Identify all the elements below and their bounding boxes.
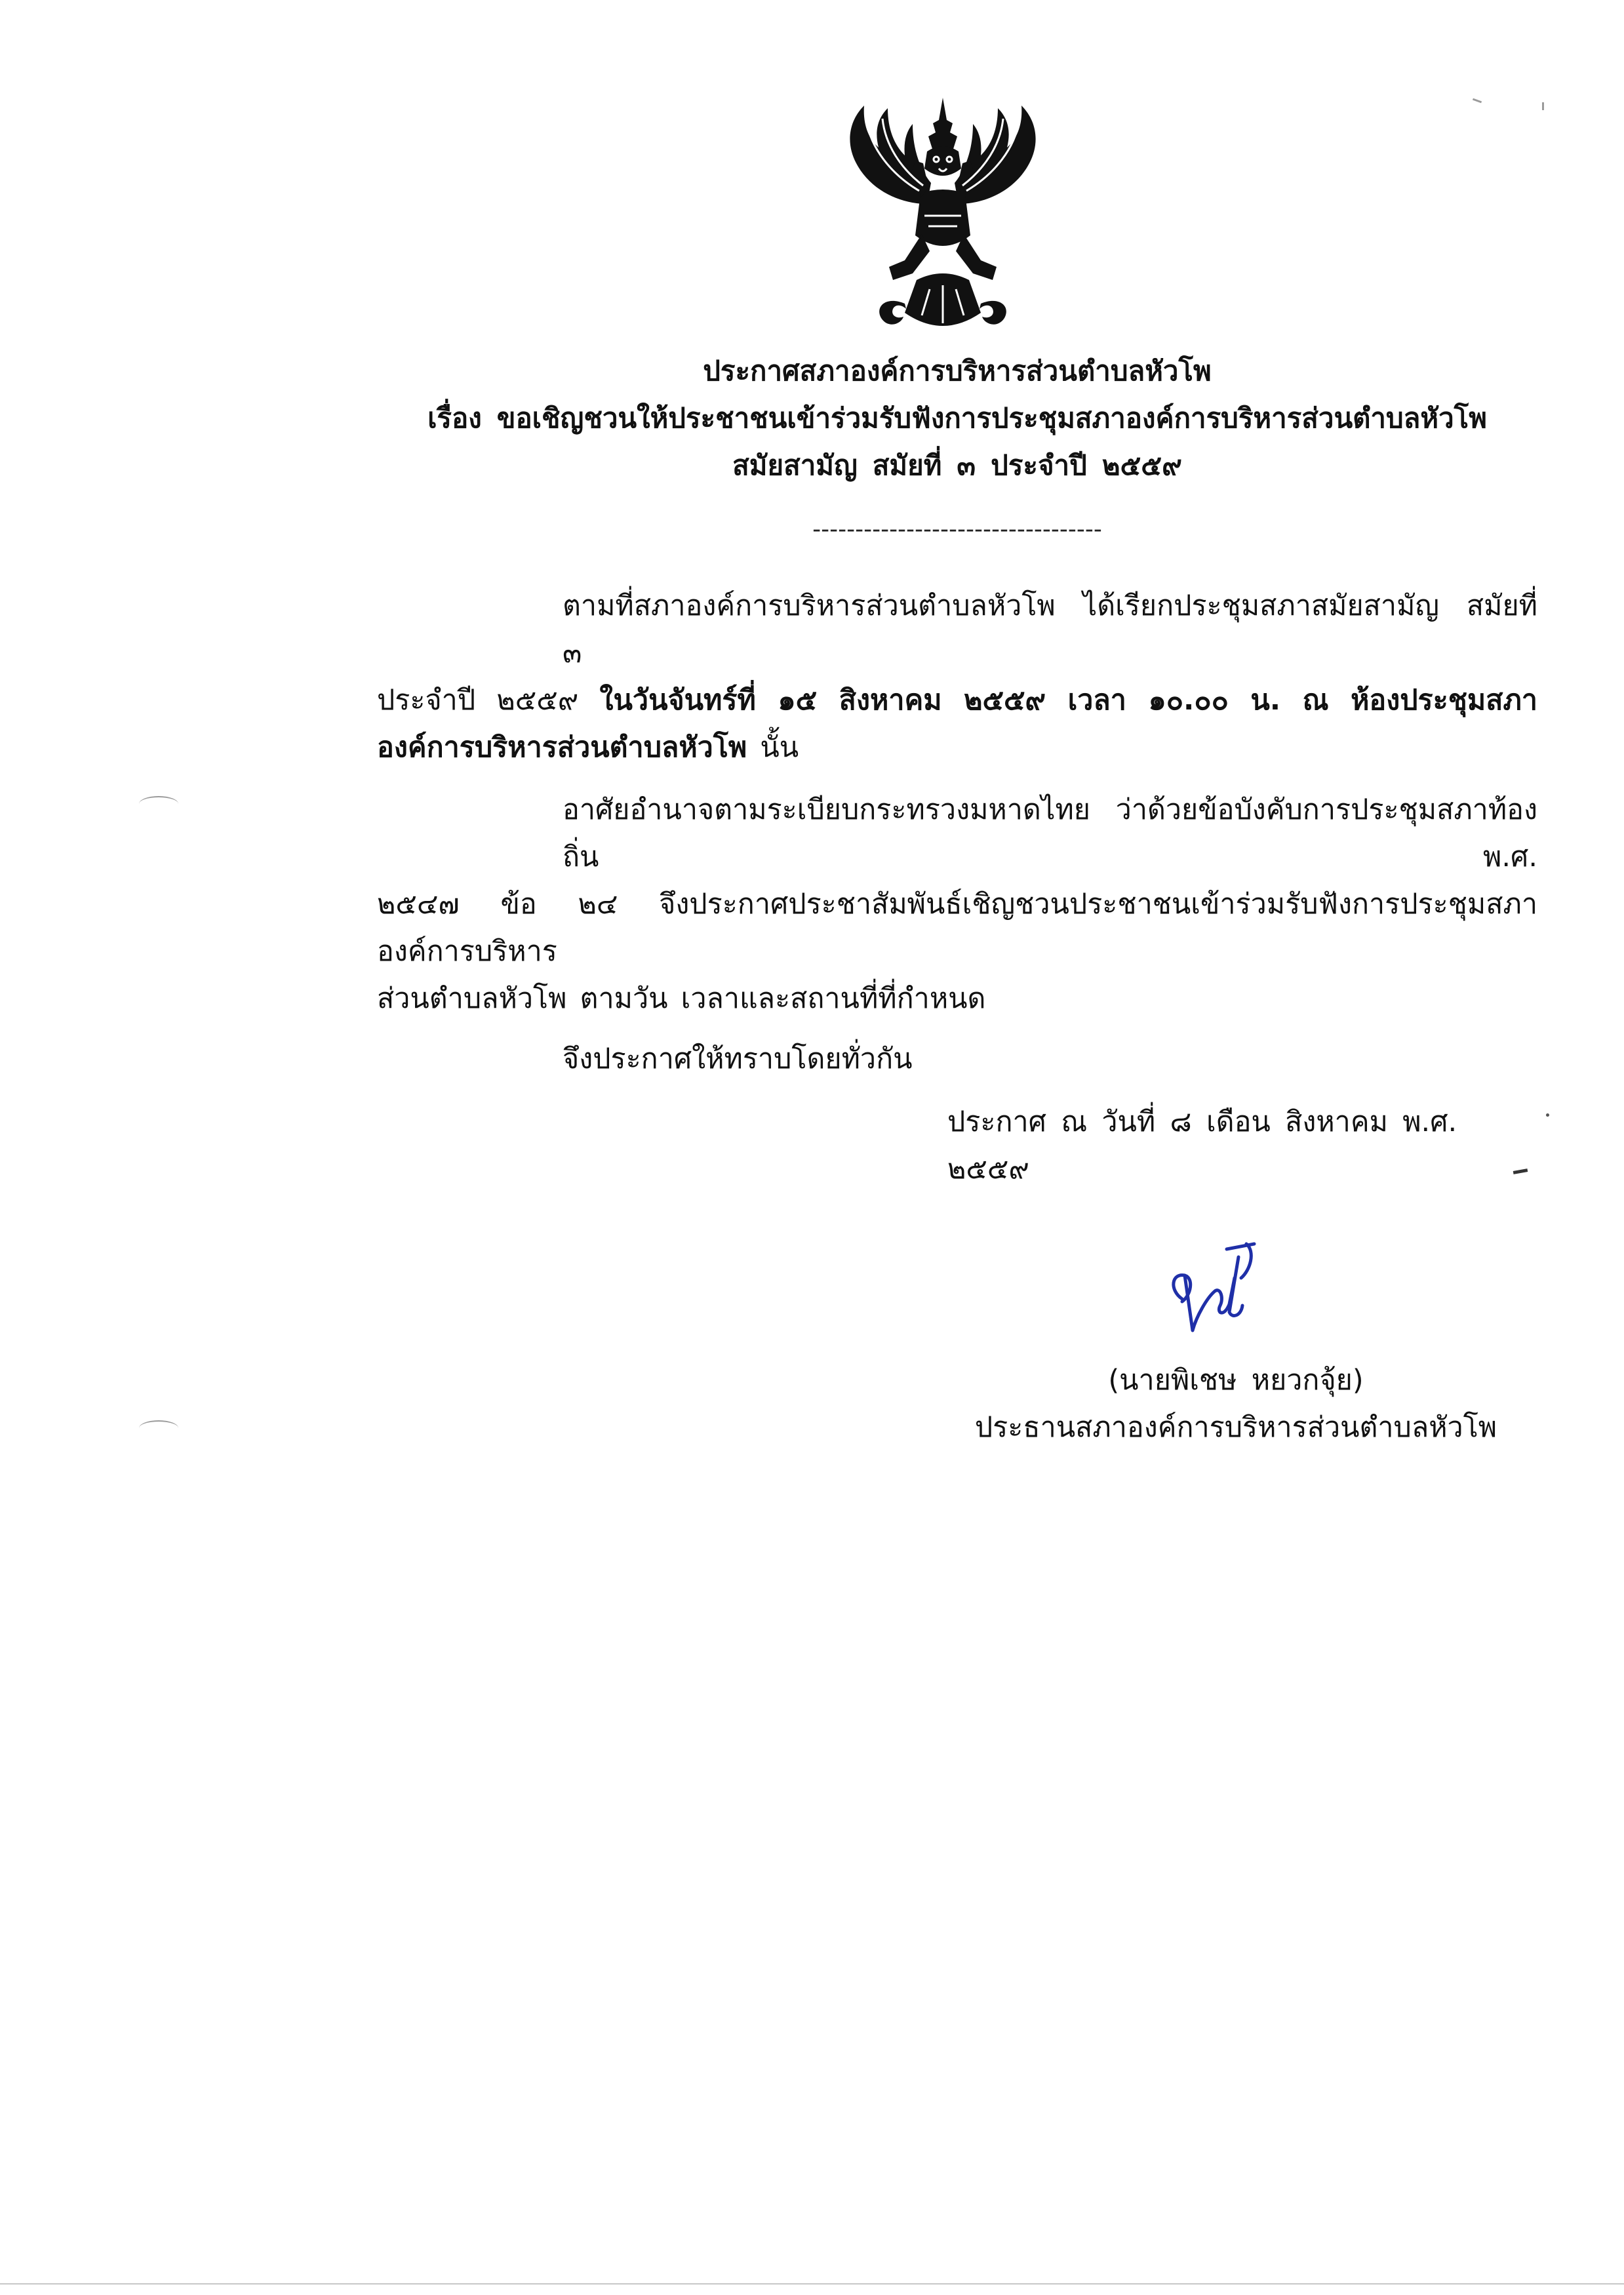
- punch-hole-mark: [139, 796, 178, 812]
- paragraph-2-line-1: อาศัยอำนาจตามระเบียบกระทรวงมหาดไทย ว่าด้วยข้อบังคับการประชุมสภาท้องถิ่น พ.ศ.: [563, 793, 1537, 873]
- announcement-subject: เรื่อง ขอเชิญชวนให้ประชาชนเข้าร่วมรับฟังการประชุมสภาองค์การบริหารส่วนตำบลหัวโพ: [427, 402, 1487, 434]
- paragraph-2-line-3: ส่วนตำบลหัวโพ ตามวัน เวลาและสถานที่ที่กำหนด: [377, 982, 986, 1015]
- paragraph-1-line-3-regular: นั้น: [760, 731, 799, 764]
- announcement-session: สมัยสามัญ สมัยที่ ๓ ประจำปี ๒๕๕๙: [732, 449, 1182, 481]
- handwritten-signature-icon: [1162, 1232, 1261, 1337]
- paragraph-1: [377, 582, 1537, 771]
- scan-edge-line: [0, 2283, 1624, 2285]
- signatory-name: (นายพิเชษ หยวกจุ้ย): [1108, 1364, 1364, 1397]
- paragraph-1-line-3: [377, 724, 1537, 771]
- paragraph-1-line-2-regular: ประจำปี ๒๕๕๙: [377, 684, 600, 717]
- paragraph-1-line-3-bold: องค์การบริหารส่วนตำบลหัวโพ: [377, 731, 747, 764]
- signatory-position: ประธานสภาองค์การบริหารส่วนตำบลหัวโพ: [974, 1411, 1497, 1444]
- scan-speck: [1542, 102, 1544, 110]
- scan-speck: [1473, 98, 1482, 104]
- paragraph-2-line-2: ๒๕๔๗ ข้อ ๒๔ จึงประกาศประชาสัมพันธ์เชิญชวนประชาชนเข้าร่วมรับฟังการประชุมสภาองค์การบริหาร: [377, 888, 1537, 968]
- signatory-block: [970, 1357, 1501, 1451]
- punch-hole-mark: [139, 1420, 178, 1436]
- paragraph-2: [377, 786, 1537, 1022]
- announcement-body: [377, 348, 1537, 1451]
- announcement-heading: [377, 348, 1537, 489]
- paragraph-1-line-2: [377, 677, 1537, 724]
- paragraph-1-line-2-bold: ในวันจันทร์ที่ ๑๕ สิงหาคม ๒๕๕๙ เวลา ๑๐.๐๐ น. ณ ห้องประชุมสภา: [599, 684, 1537, 717]
- paragraph-1-line-1: ตามที่สภาองค์การบริหารส่วนตำบลหัวโพ ได้เรียกประชุมสภาสมัยสามัญ สมัยที่ ๓: [563, 589, 1537, 669]
- announcement-date: ประกาศ ณ วันที่ ๘ เดือน สิงหาคม พ.ศ. ๒๕๕๙: [947, 1106, 1457, 1186]
- scan-speck: [1546, 1113, 1549, 1117]
- closing-statement: จึงประกาศให้ทราบโดยทั่วกัน: [563, 1043, 913, 1075]
- signature-block: [1162, 1232, 1261, 1337]
- garuda-emblem-icon: [841, 95, 1045, 339]
- separator-line: ----------------------------------: [812, 516, 1102, 543]
- announcement-title: ประกาศสภาองค์การบริหารส่วนตำบลหัวโพ: [703, 355, 1212, 387]
